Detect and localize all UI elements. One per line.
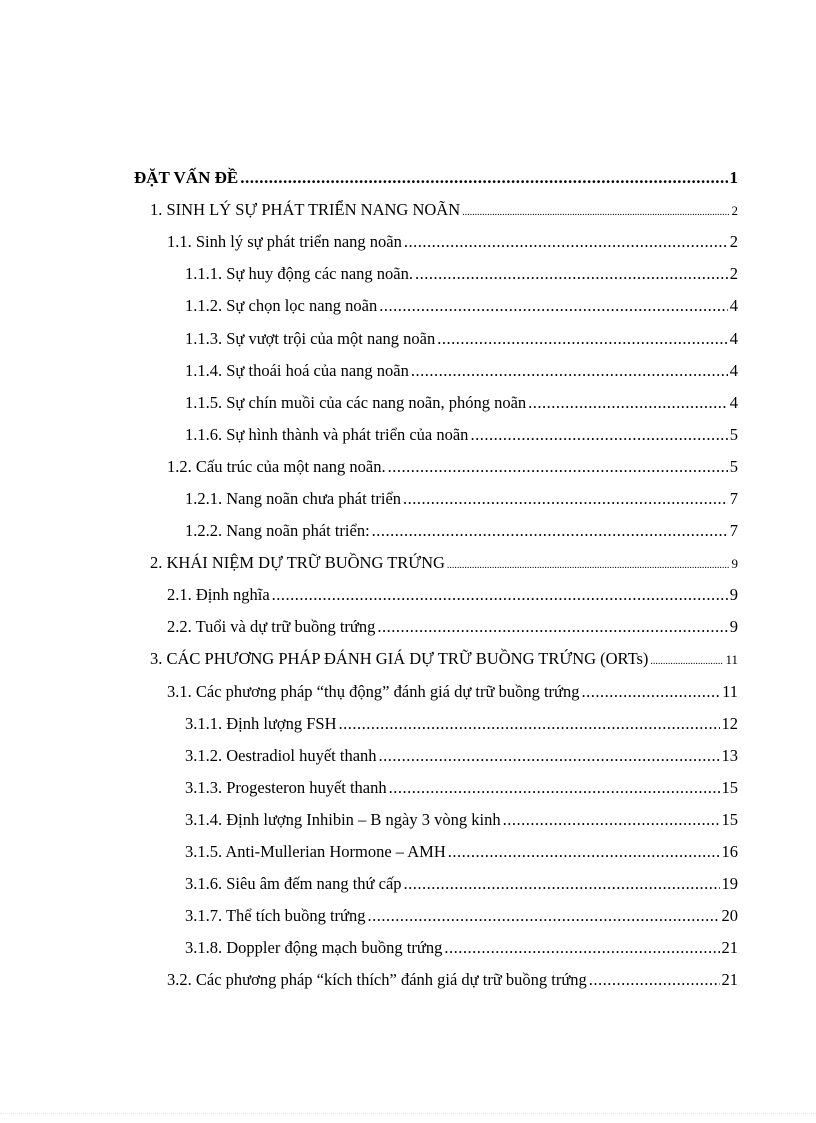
toc-entry-page-number: 21 [721,938,738,958]
toc-entry[interactable] [0,226,816,258]
toc-entry-page-number: 2 [729,232,738,252]
toc-entry[interactable] [0,387,816,419]
toc-entry-title: 1.1.6. Sự hình thành và phát triển của noãn [185,424,469,444]
toc-entry-page-number: 16 [721,842,738,862]
toc-entry-title: 1. SINH LÝ SỰ PHÁT TRIỂN NANG NOÃN [150,200,461,220]
toc-entry[interactable] [0,547,816,579]
toc-entry[interactable] [0,515,816,547]
toc-entry-page-number: 13 [721,745,738,765]
dot-leader [339,714,720,734]
toc-entry-page-number: 4 [729,392,738,412]
toc-entry[interactable] [0,772,816,804]
dot-leader [379,746,720,766]
toc-entry[interactable] [0,355,816,387]
dot-leader [581,682,720,702]
toc-entry[interactable] [0,804,816,836]
toc-entry-title: 3.1.4. Định lượng Inhibin – B ngày 3 vòng kinh [185,809,501,829]
toc-entry[interactable] [0,964,816,996]
toc-entry-page-number: 15 [721,809,738,829]
page-bottom-divider [0,1113,816,1115]
toc-entry-title: 3. CÁC PHƯƠNG PHÁP ĐÁNH GIÁ DỰ TRỮ BUỒNG TRỨNG (ORTs) [150,649,649,669]
dot-leader [470,425,727,445]
toc-entry-page-number: 5 [729,424,738,444]
toc-entry-title: 1.1.4. Sự thoái hoá của nang noãn [185,360,409,380]
toc-entry-title: 2.1. Định nghĩa [167,585,270,605]
toc-entry[interactable] [0,258,816,290]
dot-leader [389,778,720,798]
toc-entry-page-number: 1 [729,168,738,188]
dot-leader [272,585,728,605]
toc-entry-title: 2.2. Tuổi và dự trữ buồng trứng [167,617,376,637]
toc-entry[interactable] [0,708,816,740]
toc-entry-page-number: 4 [729,360,738,380]
toc-entry-page-number: 9 [729,617,738,637]
toc-entry[interactable] [0,611,816,643]
toc-entry[interactable] [0,932,816,964]
toc-entry-title: 2. KHÁI NIỆM DỰ TRỮ BUỒNG TRỨNG [150,553,445,573]
toc-entry[interactable] [0,643,816,675]
toc-entry-title: 1.2.2. Nang noãn phát triển: [185,521,370,541]
toc-entry-title: 3.1.8. Doppler động mạch buồng trứng [185,938,443,958]
toc-entry-page-number: 4 [729,296,738,316]
toc-entry-page-number: 9 [731,556,738,572]
dot-leader [404,232,728,252]
toc-entry[interactable] [0,483,816,515]
dot-leader [448,842,720,862]
dot-leader [447,556,730,571]
toc-entry-title: 1.2.1. Nang noãn chưa phát triển [185,488,402,508]
toc-entry-page-number: 15 [721,777,738,797]
toc-entry-page-number: 20 [721,906,738,926]
toc-entry-page-number: 2 [729,264,738,284]
dot-leader [404,874,720,894]
toc-entry-title: ĐẶT VẤN ĐỀ [134,168,239,188]
toc-entry-page-number: 12 [721,713,738,733]
dot-leader [403,489,728,509]
toc-entry[interactable] [0,162,816,194]
dot-leader [377,617,727,637]
toc-entry[interactable] [0,836,816,868]
toc-entry[interactable] [0,740,816,772]
toc-entry-page-number: 11 [725,652,738,668]
dot-leader [368,906,720,926]
toc-entry[interactable] [0,322,816,354]
dot-leader [528,393,728,413]
dot-leader [437,329,728,349]
dot-leader [372,521,728,541]
toc-entry-page-number: 7 [729,521,738,541]
toc-entry-title: 3.1.6. Siêu âm đếm nang thứ cấp [185,874,402,894]
toc-entry-title: 3.1.7. Thể tích buồng trứng [185,906,366,926]
toc-entry[interactable] [0,194,816,226]
toc-entry-title: 1.1.1. Sự huy động các nang noãn. [185,264,413,284]
toc-entry-title: 3.1.1. Định lượng FSH [185,713,337,733]
toc-entry[interactable] [0,451,816,483]
dot-leader [411,361,728,381]
toc-entry-title: 3.1.2. Oestradiol huyết thanh [185,745,377,765]
table-of-contents [0,162,816,996]
toc-entry-title: 1.1.2. Sự chọn lọc nang noãn [185,296,378,316]
dot-leader [379,296,728,316]
toc-entry-page-number: 4 [729,328,738,348]
toc-entry[interactable] [0,676,816,708]
toc-entry[interactable] [0,900,816,932]
toc-entry-page-number: 19 [721,874,738,894]
toc-entry-page-number: 11 [722,681,738,701]
toc-entry-title: 1.1.5. Sự chín muồi của các nang noãn, phóng noãn [185,392,527,412]
dot-leader [444,938,719,958]
dot-leader [415,264,728,284]
toc-entry-page-number: 21 [721,970,738,990]
dot-leader [589,970,720,990]
toc-entry-title: 1.1. Sinh lý sự phát triển nang noãn [167,232,402,252]
toc-entry[interactable] [0,419,816,451]
toc-entry-title: 1.2. Cấu trúc của một nang noãn. [167,456,386,476]
dot-leader [503,810,720,830]
toc-entry-title: 1.1.3. Sự vượt trội của một nang noãn [185,328,436,348]
toc-entry[interactable] [0,290,816,322]
toc-entry-title: 3.1.3. Progesteron huyết thanh [185,777,387,797]
dot-leader [650,652,723,667]
toc-entry-page-number: 2 [731,203,738,219]
toc-entry-page-number: 7 [729,488,738,508]
toc-entry-page-number: 5 [729,456,738,476]
toc-entry[interactable] [0,868,816,900]
toc-entry-page-number: 9 [729,585,738,605]
toc-entry-title: 3.1.5. Anti-Mullerian Hormone – AMH [185,842,446,862]
toc-entry-title: 3.2. Các phương pháp “kích thích” đánh giá dự trữ buồng trứng [167,970,587,990]
dot-leader [240,168,727,188]
dot-leader [462,203,729,218]
dot-leader [388,457,728,477]
toc-entry-title: 3.1. Các phương pháp “thụ động” đánh giá dự trữ buồng trứng [167,681,580,701]
toc-entry[interactable] [0,579,816,611]
